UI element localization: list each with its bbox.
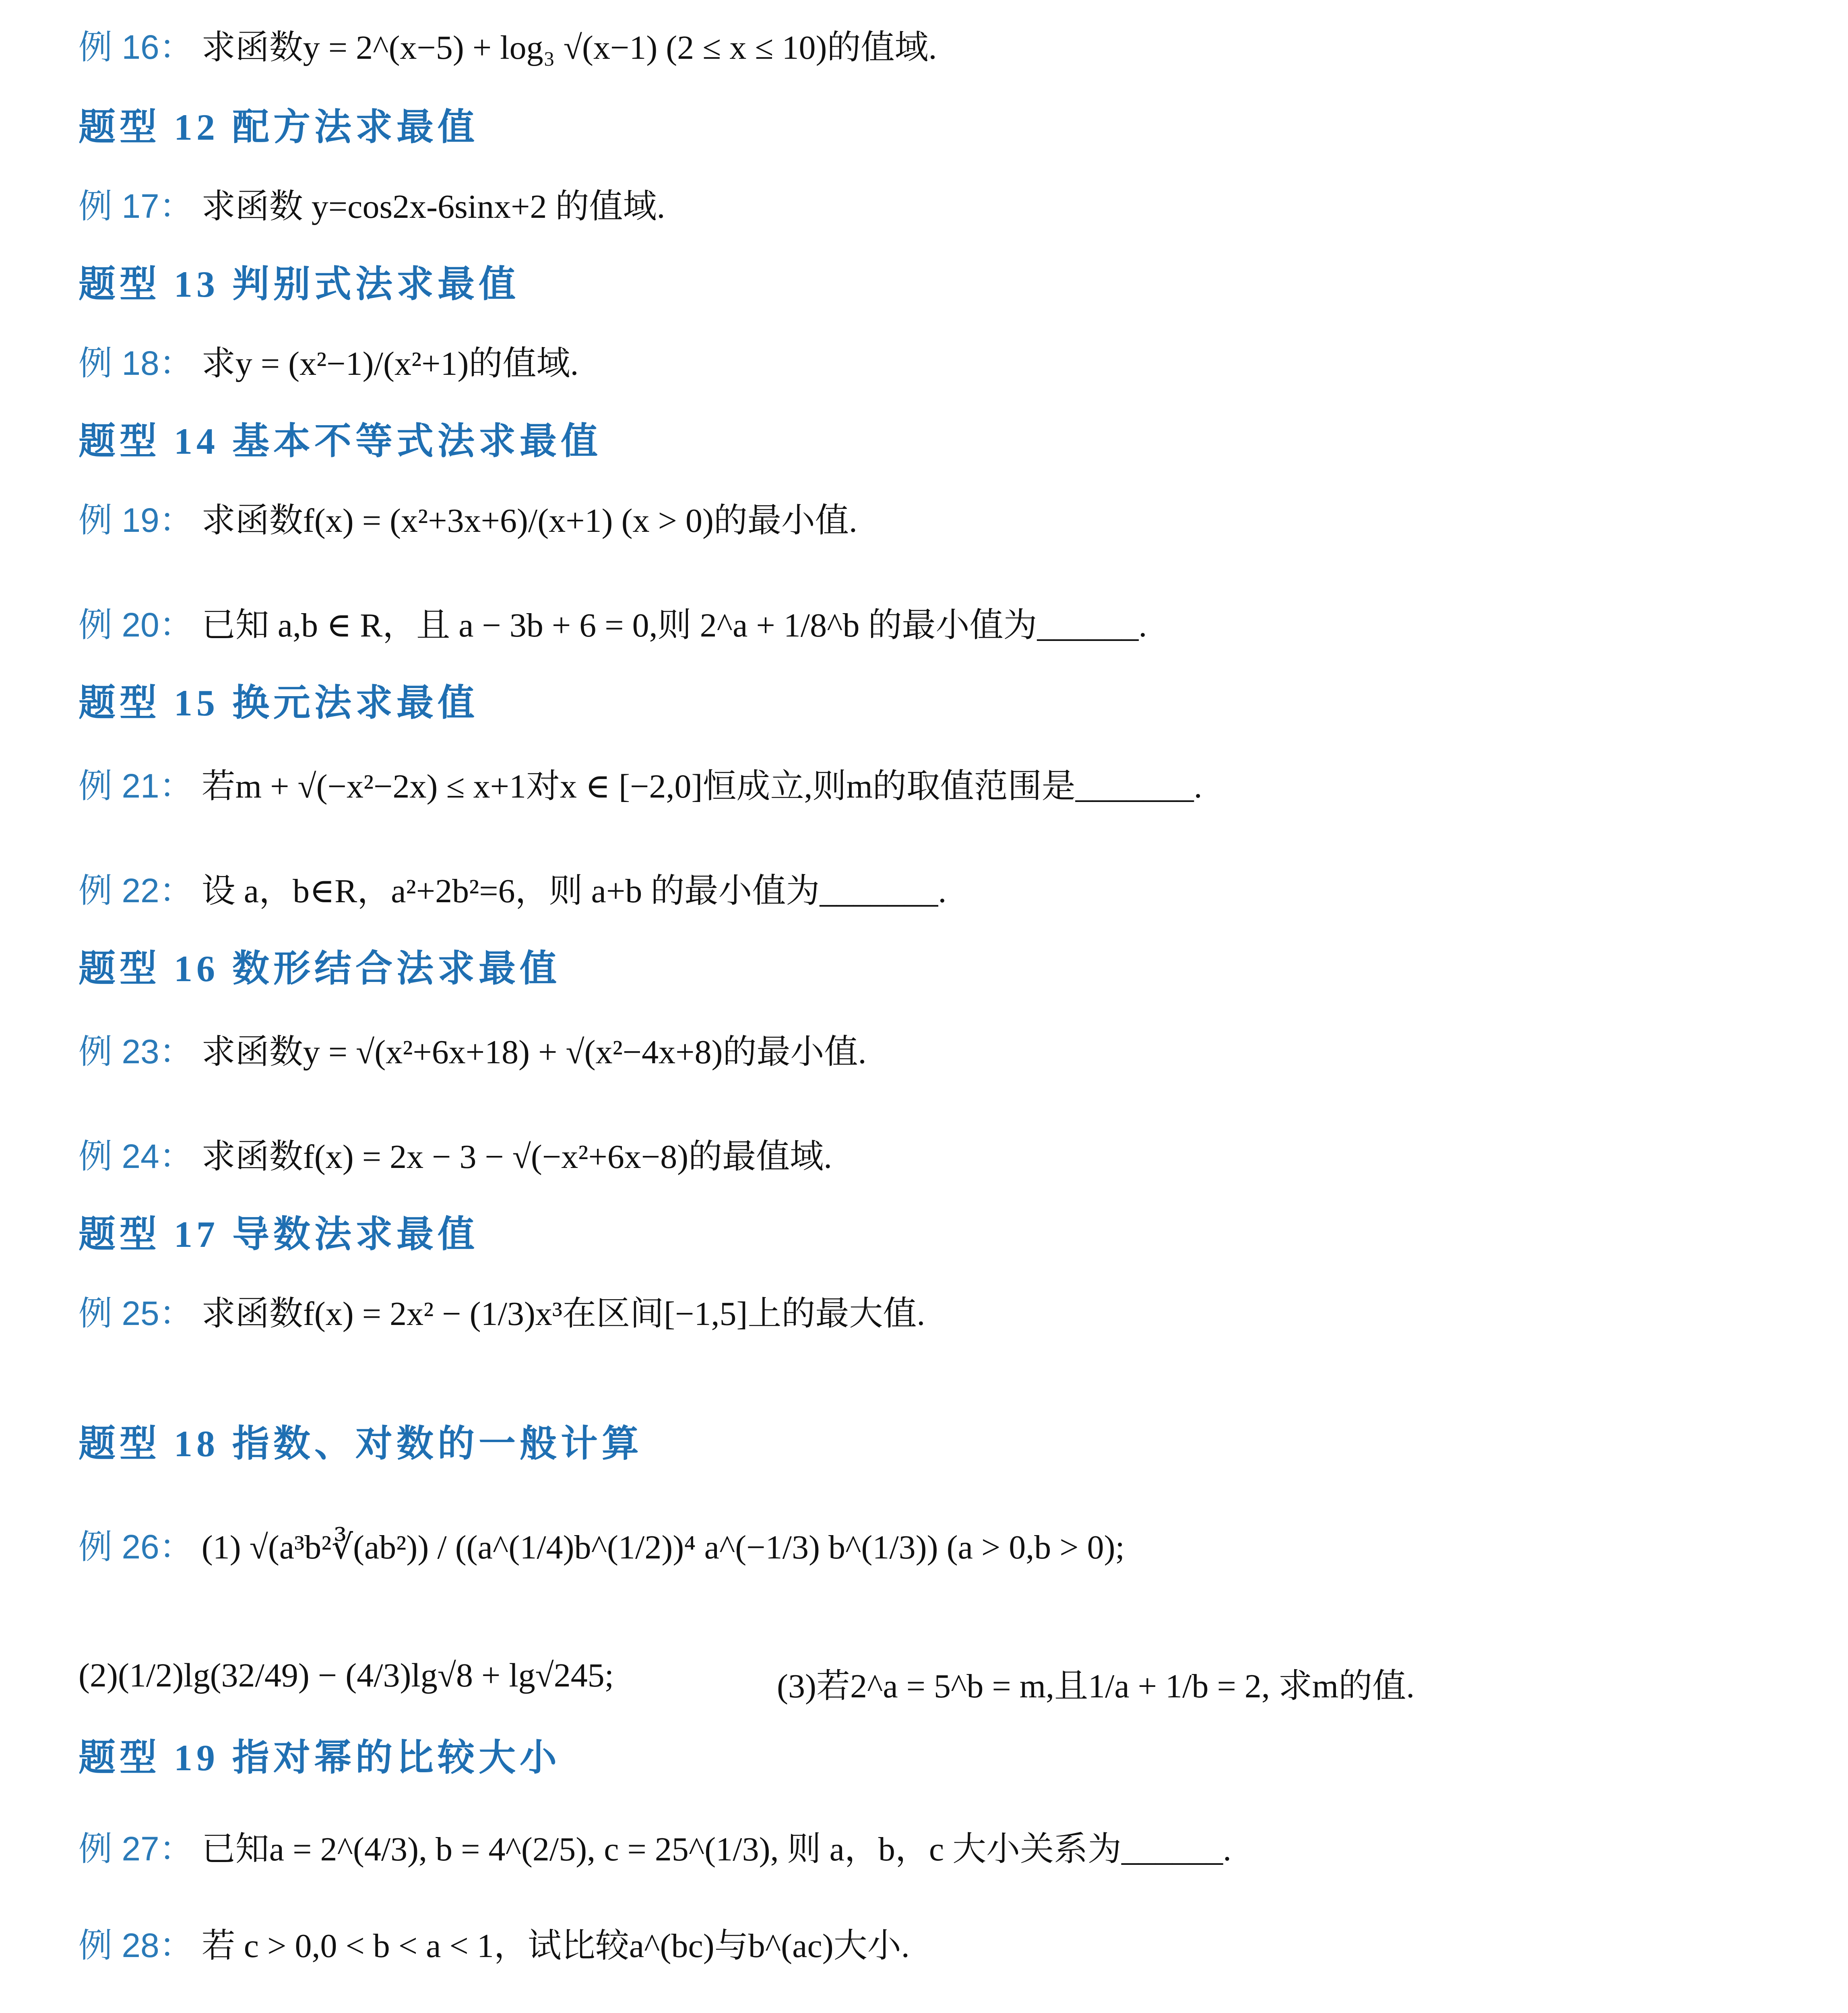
example-text: 求函数y = 2^(x−5) + log₃ √(x−1) (2 ≤ x ≤ 10)的值域. (201, 29, 937, 66)
example-label: 例 17： (78, 187, 193, 225)
example-label: 例 22： (78, 872, 193, 909)
example-label: 例 16： (78, 28, 193, 66)
example-text: 已知 a,b ∈ R，且 a − 3b + 6 = 0,则 2^a + 1/8^b 的最小值为______. (201, 607, 1147, 644)
example-text: 求函数f(x) = 2x² − (1/3)x³在区间[−1,5]上的最大值. (201, 1295, 925, 1333)
section-heading-14: 题型 14 基本不等式法求最值 (78, 421, 602, 462)
example-text: 若 c > 0,0 < b < a < 1，试比较a^(bc)与b^(ac)大小. (201, 1927, 910, 1965)
example-17 (78, 189, 665, 224)
example-text: 求y = (x²−1)/(x²+1)的值域. (201, 345, 579, 382)
example-label: 例 18： (78, 344, 193, 382)
example-text: 求函数y = √(x²+6x+18) + √(x²−4x+8)的最小值. (201, 1033, 867, 1071)
section-heading-19: 题型 19 指对幂的比较大小 (78, 1737, 561, 1778)
example-text: 设 a，b∈R，a²+2b²=6，则 a+b 的最小值为_______. (201, 872, 947, 910)
example-28 (78, 1928, 910, 1963)
example-22 (78, 874, 946, 908)
example-25 (78, 1296, 925, 1331)
example-label: 例 20： (78, 606, 193, 644)
example-24 (78, 1139, 832, 1174)
example-20 (78, 608, 1147, 643)
example-26 (78, 1530, 1125, 1565)
example-text: 已知a = 2^(4/3), b = 4^(2/5), c = 25^(1/3), 则 a，b，c 大小关系为______. (201, 1831, 1232, 1868)
example-26-part-3 (777, 1659, 1414, 1707)
example-27 (78, 1832, 1231, 1866)
example-text: (3)若2^a = 5^b = m,且1/a + 1/b = 2, 求m的值. (777, 1668, 1415, 1705)
example-label: 例 27： (78, 1830, 193, 1868)
section-heading-16: 题型 16 数形结合法求最值 (78, 948, 561, 989)
example-text: (2)(1/2)lg(32/49) − (4/3)lg√8 + lg√245; (78, 1657, 614, 1694)
section-heading-18: 题型 18 指数、对数的一般计算 (78, 1423, 643, 1464)
example-text: 求函数f(x) = (x²+3x+6)/(x+1) (x > 0)的最小值. (201, 502, 857, 539)
example-label: 例 28： (78, 1926, 193, 1964)
example-26-part-2 (78, 1659, 614, 1693)
section-heading-12: 题型 12 配方法求最值 (78, 107, 479, 148)
example-text: 求函数 y=cos2x-6sinx+2 的值域. (201, 188, 665, 225)
example-label: 例 25： (78, 1294, 193, 1332)
section-heading-15: 题型 15 换元法求最值 (78, 682, 479, 723)
example-label: 例 19： (78, 501, 193, 539)
section-heading-13: 题型 13 判别式法求最值 (78, 264, 520, 305)
example-19 (78, 503, 857, 538)
example-text: 求函数f(x) = 2x − 3 − √(−x²+6x−8)的最值域. (201, 1138, 832, 1176)
example-label: 例 24： (78, 1137, 193, 1175)
example-text: (1) √(a³b²∛(ab²)) / ((a^(1/4)b^(1/2))⁴ a^(−1/3) b^(1/3)) (a > 0,b > 0); (201, 1529, 1125, 1566)
example-label: 例 26： (78, 1528, 193, 1566)
example-18 (78, 346, 579, 381)
example-label: 例 23： (78, 1033, 193, 1071)
example-23 (78, 1035, 866, 1069)
example-21 (78, 769, 1202, 804)
example-label: 例 21： (78, 767, 193, 805)
example-text: 若m + √(−x²−2x) ≤ x+1对x ∈ [−2,0]恒成立,则m的取值范围是_______. (201, 768, 1202, 805)
section-heading-17: 题型 17 导数法求最值 (78, 1214, 479, 1255)
example-16 (78, 30, 937, 65)
